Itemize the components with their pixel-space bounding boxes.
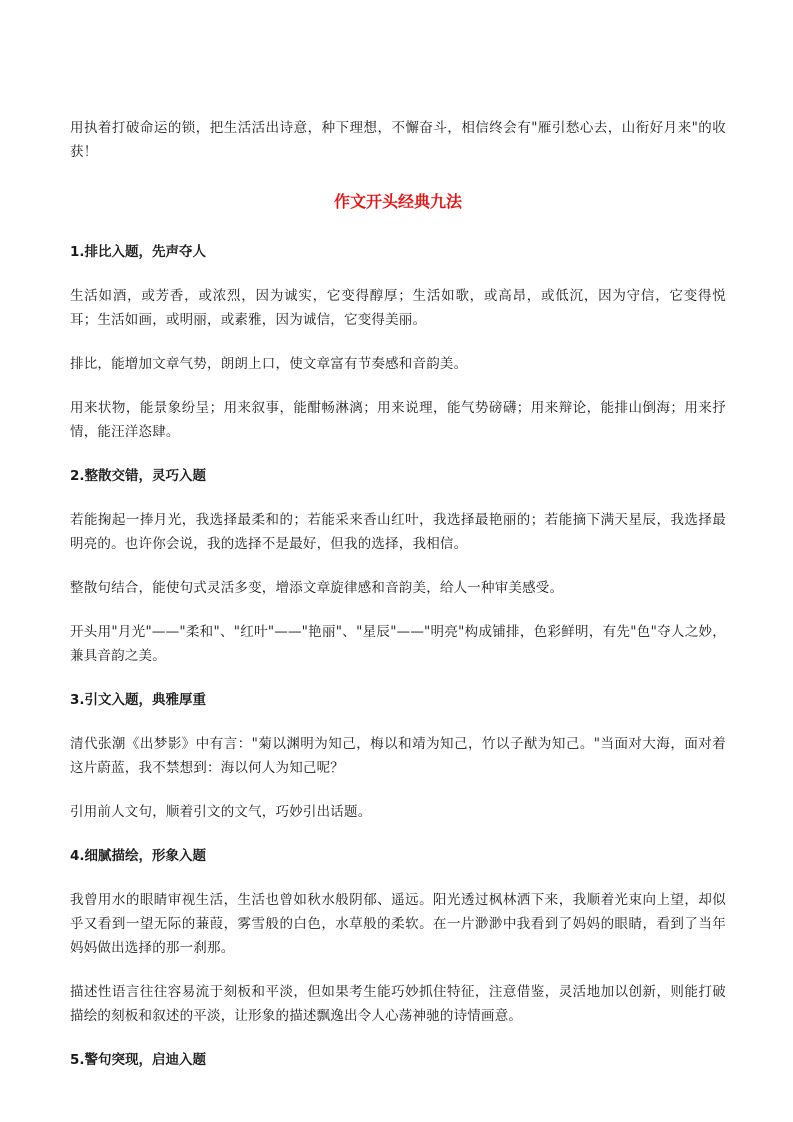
intro-closing-paragraph: 用执着打破命运的锁，把生活活出诗意，种下理想，不懈奋斗，相信终会有"雁引愁心去，山衔好月来"的收获！ [70,120,726,160]
section-paragraph: 整散句结合，能使句式灵活多变，增添文章旋律感和音韵美，给人一种审美感受。 [70,580,564,596]
section-paragraph: 描述性语言往往容易流于刻板和平淡，但如果考生能巧妙抓住特征，注意借鉴，灵活地加以创新，则能打破描绘的刻板和叙述的平淡，让形象的描述飘逸出令人心荡神驰的诗情画意。 [70,984,726,1024]
section-heading: 1.排比入题，先声夺人 [70,244,207,260]
section-paragraph: 引用前人文句，顺着引文的文气，巧妙引出话题。 [70,804,372,820]
section-4 [70,844,726,1028]
section-paragraph: 生活如酒，或芳香，或浓烈，因为诚实，它变得醇厚；生活如歌，或高昂，或低沉，因为守信，它变得悦耳；生活如画，或明丽，或素雅，因为诚信，它变得美丽。 [70,288,726,328]
section-paragraph: 若能掬起一捧月光，我选择最柔和的；若能采来香山红叶，我选择最艳丽的；若能摘下满天星辰，我选择最明亮的。也许你会说，我的选择不是最好，但我的选择，我相信。 [70,512,726,552]
section-heading: 4.细腻描绘，形象入题 [70,848,207,864]
section-1 [70,240,726,444]
section-paragraph: 清代张潮《出梦影》中有言："菊以渊明为知己，梅以和靖为知己，竹以子猷为知己。"当面对大海，面对着这片蔚蓝，我不禁想到：海以何人为知己呢？ [70,736,726,776]
section-2 [70,464,726,668]
section-heading: 2.整散交错，灵巧入题 [70,468,207,484]
section-3 [70,688,726,824]
page-title: 作文开头经典九法 [333,192,462,211]
document-page [70,116,726,1092]
section-paragraph: 我曾用水的眼睛审视生活，生活也曾如秋水般阴郁、遥远。阳光透过枫林洒下来，我顺着光束向上望，却似乎又看到一望无际的蒹葭，雾雪般的白色，水草般的柔软。在一片渺渺中我看到了妈妈的眼睛，看到了当年妈妈做出选择的那一刹那。 [70,892,726,956]
section-paragraph: 排比，能增加文章气势，朗朗上口，使文章富有节奏感和音韵美。 [70,356,468,372]
section-5 [70,1048,726,1072]
section-heading: 3.引文入题，典雅厚重 [70,692,207,708]
section-heading: 5.警句突现，启迪入题 [70,1052,207,1068]
section-paragraph: 用来状物，能景象纷呈；用来叙事，能酣畅淋漓；用来说理，能气势磅礴；用来辩论，能排山倒海；用来抒情，能汪洋恣肆。 [70,400,726,440]
section-paragraph: 开头用"月光"——"柔和"、"红叶"——"艳丽"、"星辰"——"明亮"构成铺排，色彩鲜明，有先"色"夺人之妙，兼具音韵之美。 [70,624,726,664]
